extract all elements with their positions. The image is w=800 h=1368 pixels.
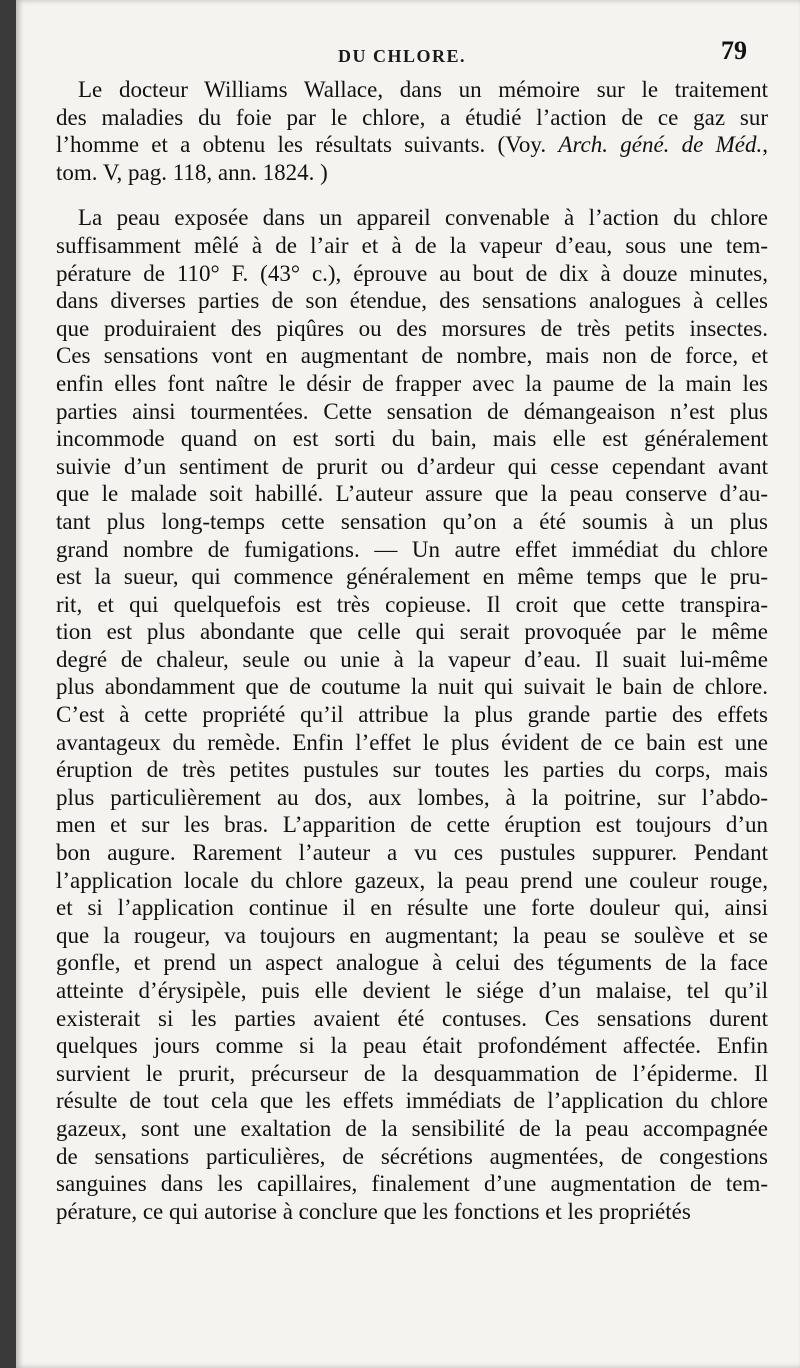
text-line: plus abondamment que de coutume la nuit qui suivait le bain de chlore. (56, 674, 768, 700)
text-line: l’homme et a obtenu les résultats suivants. (Voy. Arch. géné. de Méd., (56, 132, 769, 158)
text-line: gazeux, sont une exaltation de la sensibilité de la peau accompagnée (56, 1115, 768, 1141)
text-line: tom. V, pag. 118, ann. 1824. ) (56, 159, 328, 185)
text-line: Ces sensations vont en augmentant de nombre, mais non de force, et (56, 343, 768, 369)
text-line: survient le prurit, précurseur de la desquammation de l’épiderme. Il (56, 1060, 768, 1086)
text-line: tion est plus abondante que celle qui serait provoquée par le même (56, 619, 768, 645)
paragraph-intro (56, 76, 768, 186)
text-line: que la rougeur, va toujours en augmentant; la peau se soulève et se (56, 922, 768, 948)
text-line: dans diverses parties de son étendue, des sensations analogues à celles (56, 288, 768, 314)
text-line: parties ainsi tourmentées. Cette sensation de démangeaison n’est plus (56, 398, 768, 424)
text-line: atteinte d’érysipèle, puis elle devient le siége d’un malaise, tel qu’il (56, 978, 768, 1003)
book-page (16, 0, 800, 1368)
text-line: suffisamment mêlé à de l’air et à de la vapeur d’eau, sous une tem- (56, 232, 768, 258)
text-line: bon augure. Rarement l’auteur a vu ces pustules suppurer. Pendant (56, 840, 768, 866)
text-line: que produiraient des piqûres ou des morsures de très petits insectes. (56, 315, 768, 341)
text-line: sanguines dans les capillaires, finalement d’une augmentation de tem- (56, 1171, 768, 1197)
text-line: La peau exposée dans un appareil convenable à l’action du chlore (78, 205, 768, 231)
running-title: DU CHLORE. (338, 46, 467, 66)
page-number: 79 (721, 36, 747, 65)
body-text (56, 76, 768, 1225)
text-line: gonfle, et prend un aspect analogue à celui des téguments de la face (56, 950, 768, 976)
page-header (16, 36, 800, 70)
text-line: et si l’application continue il en résulte une forte douleur qui, ainsi (56, 895, 768, 921)
journal-reference: Arch. géné. de Méd. (558, 132, 763, 158)
text-line: tant plus long-temps cette sensation qu’on a été soumis à un plus (56, 508, 768, 534)
text-line: rit, et qui quelquefois est très copieuse. Il croit que cette transpira- (56, 591, 768, 617)
text-line: grand nombre de fumigations. — Un autre effet immédiat du chlore (56, 536, 768, 562)
text-line: quelques jours comme si la peau était profondément affectée. Enfin (56, 1033, 768, 1059)
text-line: existerait si les parties avaient été contuses. Ces sensations durent (56, 1005, 768, 1031)
paragraph-main (56, 204, 768, 1225)
text-line: suivie d’un sentiment de prurit ou d’ardeur qui cesse cependant avant (56, 453, 768, 479)
text-line: Le docteur Williams Wallace, dans un mémoire sur le traitement (78, 77, 768, 102)
text-line: avantageux du remède. Enfin l’effet le plus évident de ce bain est une (56, 729, 768, 755)
text-line: résulte de tout cela que les effets immédiats de l’application du chlore (56, 1088, 768, 1114)
text-line: degré de chaleur, seule ou unie à la vapeur d’eau. Il suait lui-même (56, 646, 768, 672)
text-line: de sensations particulières, de sécrétions augmentées, de congestions (56, 1143, 768, 1169)
text-line: que le malade soit habillé. L’auteur assure que la peau conserve d’au- (56, 481, 768, 507)
text-line: l’application locale du chlore gazeux, la peau prend une couleur rouge, (56, 867, 768, 893)
text-line: pérature, ce qui autorise à conclure que les fonctions et les propriétés (56, 1198, 691, 1224)
text-line: pérature de 110° F. (43° c.), éprouve au bout de dix à douze minutes, (56, 260, 768, 286)
text-line: enfin elles font naître le désir de frapper avec la paume de la main les (56, 370, 768, 396)
text-line: est la sueur, qui commence généralement en même temps que le pru- (56, 564, 768, 590)
text-line: incommode quand on est sorti du bain, mais elle est généralement (56, 426, 768, 452)
text-line: men et sur les bras. L’apparition de cette éruption est toujours d’un (56, 812, 768, 838)
text-line: C’est à cette propriété qu’il attribue la plus grande partie des effets (56, 702, 768, 728)
text-line: des maladies du foie par le chlore, a étudié l’action de ce gaz sur (56, 104, 768, 130)
text-line: plus particulièrement au dos, aux lombes, à la poitrine, sur l’abdo- (56, 784, 768, 810)
text-line: éruption de très petites pustules sur toutes les parties du corps, mais (56, 757, 768, 783)
